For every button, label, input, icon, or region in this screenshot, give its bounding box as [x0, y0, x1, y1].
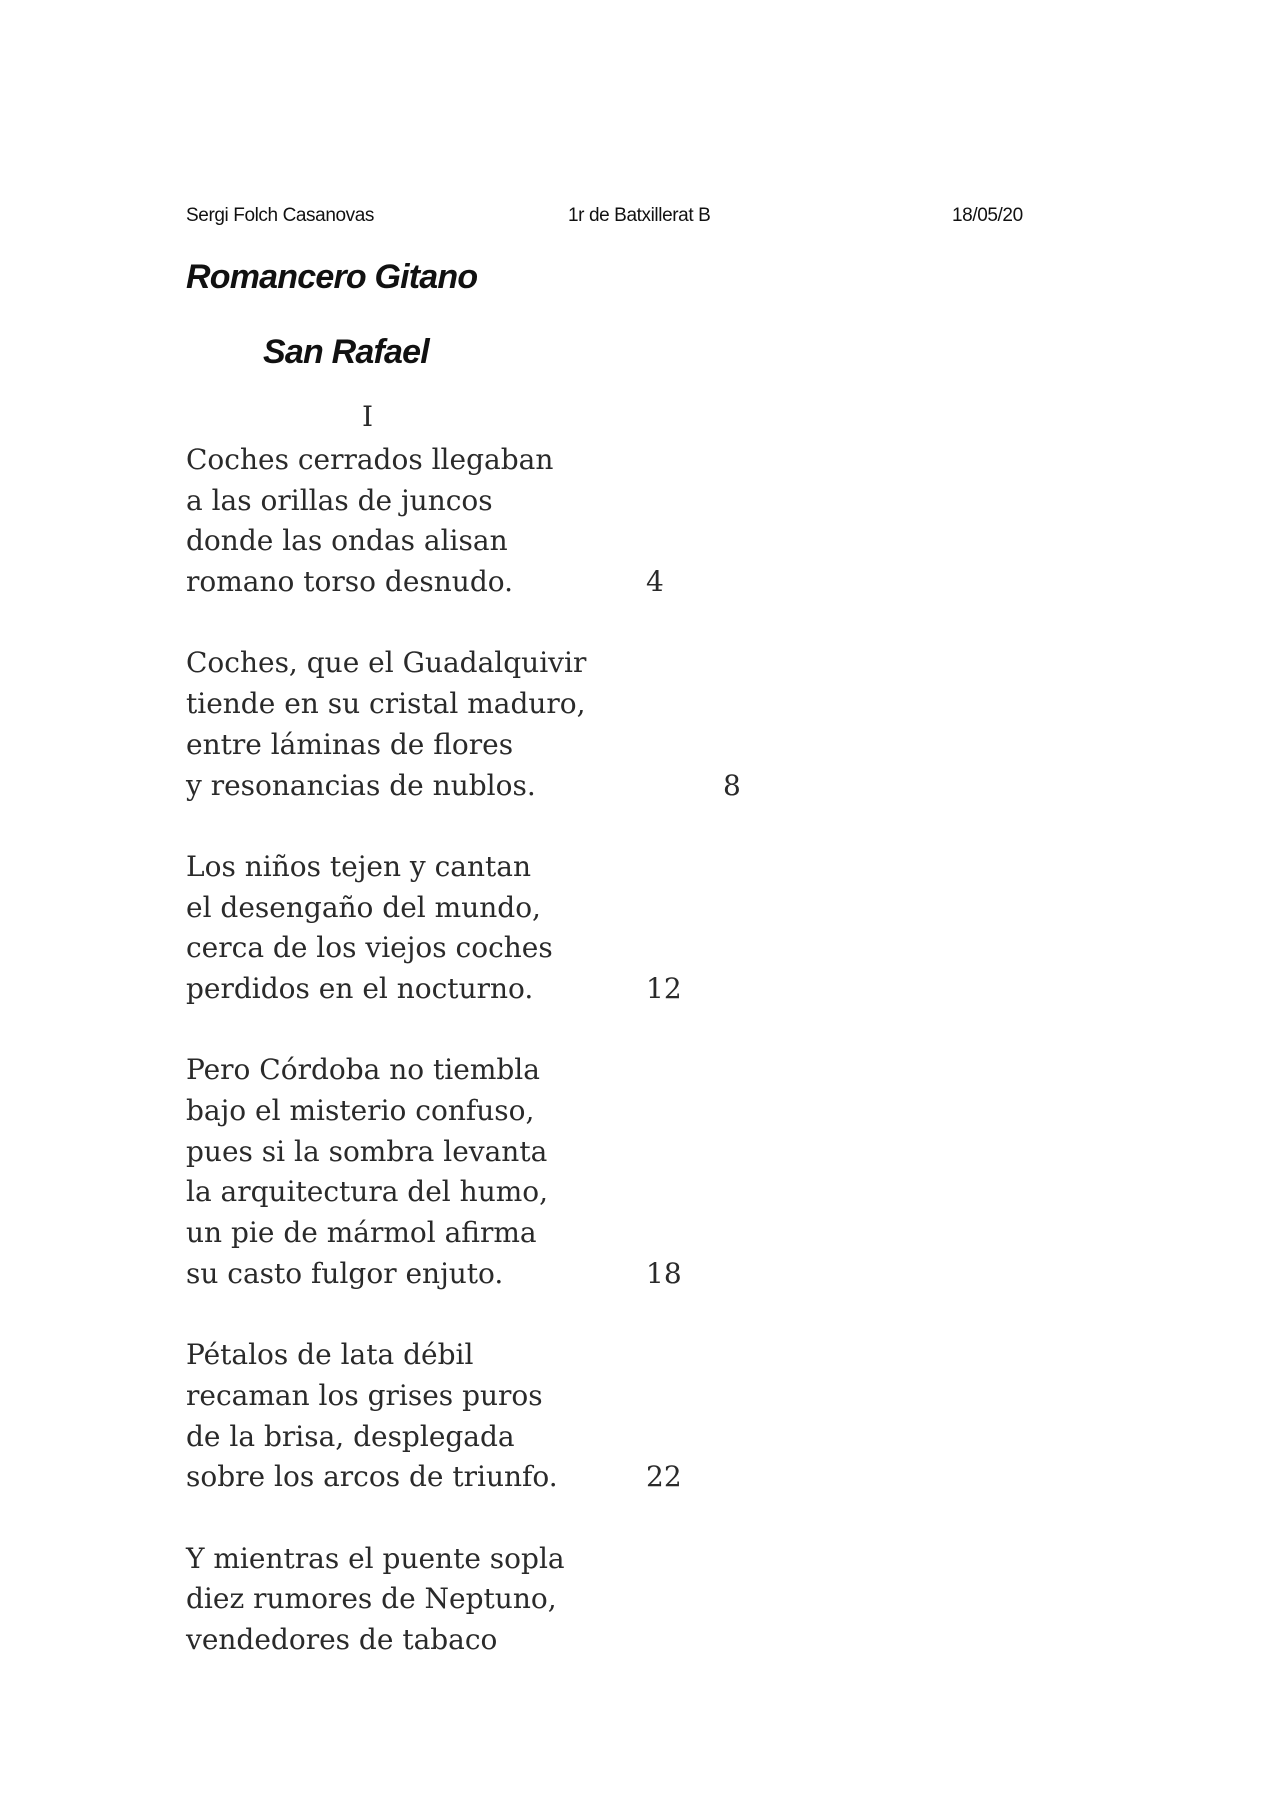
poem-line — [186, 481, 586, 522]
poem-line — [186, 1417, 586, 1458]
document-title: Romancero Gitano — [186, 258, 478, 296]
poem-line — [186, 928, 586, 969]
stanza-break — [186, 806, 586, 847]
poem-line-text: pues si la sombra levanta — [186, 1134, 548, 1168]
poem-line — [186, 1335, 586, 1376]
poem-line-text: Pero Córdoba no tiembla — [186, 1053, 540, 1087]
stanza-break — [186, 603, 586, 644]
poem-line-text: la arquitectura del humo, — [186, 1175, 549, 1209]
line-number: 12 — [646, 971, 682, 1005]
poem-line-text: Coches, que el Guadalquivir — [186, 646, 587, 680]
header-author: Sergi Folch Casanovas — [186, 205, 375, 226]
poem-line — [186, 1376, 586, 1417]
poem-line-text: Pétalos de lata débil — [186, 1338, 474, 1372]
poem-line-text: perdidos en el nocturno. — [186, 971, 534, 1005]
poem-line-text: recaman los grises puros — [186, 1378, 543, 1412]
poem-body — [186, 440, 741, 1661]
poem-line — [186, 1172, 586, 1213]
poem-line-text: el desengaño del mundo, — [186, 890, 541, 924]
poem-line-text: bajo el misterio confuso, — [186, 1094, 535, 1127]
poem-line — [186, 1091, 586, 1132]
poem-line-text: cerca de los viejos coches — [186, 931, 553, 965]
poem-line — [186, 766, 741, 807]
poem-line — [186, 562, 664, 603]
poem-line-text: un pie de mármol afirma — [186, 1216, 537, 1250]
poem-line — [186, 521, 586, 562]
poem-line-text: diez rumores de Neptuno, — [186, 1582, 557, 1616]
poem-line — [186, 888, 586, 929]
poem-line — [186, 1254, 682, 1295]
poem-line — [186, 643, 586, 684]
poem-line-text: sobre los arcos de triunfo. — [186, 1460, 558, 1494]
poem-line-text: y resonancias de nublos. — [186, 768, 536, 802]
poem-line-text: entre láminas de flores — [186, 727, 514, 761]
poem-line-text: tiende en su cristal maduro, — [186, 687, 586, 721]
poem-line-text: Y mientras el puente sopla — [186, 1541, 565, 1575]
section-numeral: I — [362, 400, 374, 433]
poem-line — [186, 1620, 586, 1661]
header-date: 18/05/20 — [952, 205, 1023, 226]
poem-line — [186, 1213, 586, 1254]
poem-line-text: Los niños tejen y cantan — [186, 849, 531, 883]
poem-line — [186, 725, 586, 766]
line-number: 8 — [723, 768, 741, 802]
poem-line — [186, 1539, 586, 1580]
poem-line — [186, 1579, 586, 1620]
poem-line — [186, 1457, 682, 1498]
poem-line — [186, 1050, 586, 1091]
poem-line — [186, 847, 586, 888]
poem-line-text: romano torso desnudo. — [186, 565, 514, 599]
poem-line-text: Coches cerrados llegaban — [186, 443, 554, 476]
line-number: 18 — [646, 1256, 682, 1290]
poem-line — [186, 440, 586, 481]
line-number: 22 — [646, 1460, 682, 1494]
poem-line-text: de la brisa, desplegada — [186, 1419, 515, 1453]
stanza-break — [186, 1498, 586, 1539]
line-number: 4 — [646, 565, 664, 599]
poem-line-text: donde las ondas alisan — [186, 524, 508, 558]
stanza-break — [186, 1294, 586, 1335]
poem-title: San Rafael — [263, 333, 429, 371]
poem-line — [186, 684, 586, 725]
poem-line-text: vendedores de tabaco — [186, 1622, 498, 1656]
poem-line — [186, 969, 682, 1010]
poem-line-text: a las orillas de juncos — [186, 483, 493, 517]
poem-line-text: su casto fulgor enjuto. — [186, 1256, 504, 1290]
poem-line — [186, 1132, 586, 1173]
header-class: 1r de Batxillerat B — [568, 205, 711, 226]
stanza-break — [186, 1010, 586, 1051]
